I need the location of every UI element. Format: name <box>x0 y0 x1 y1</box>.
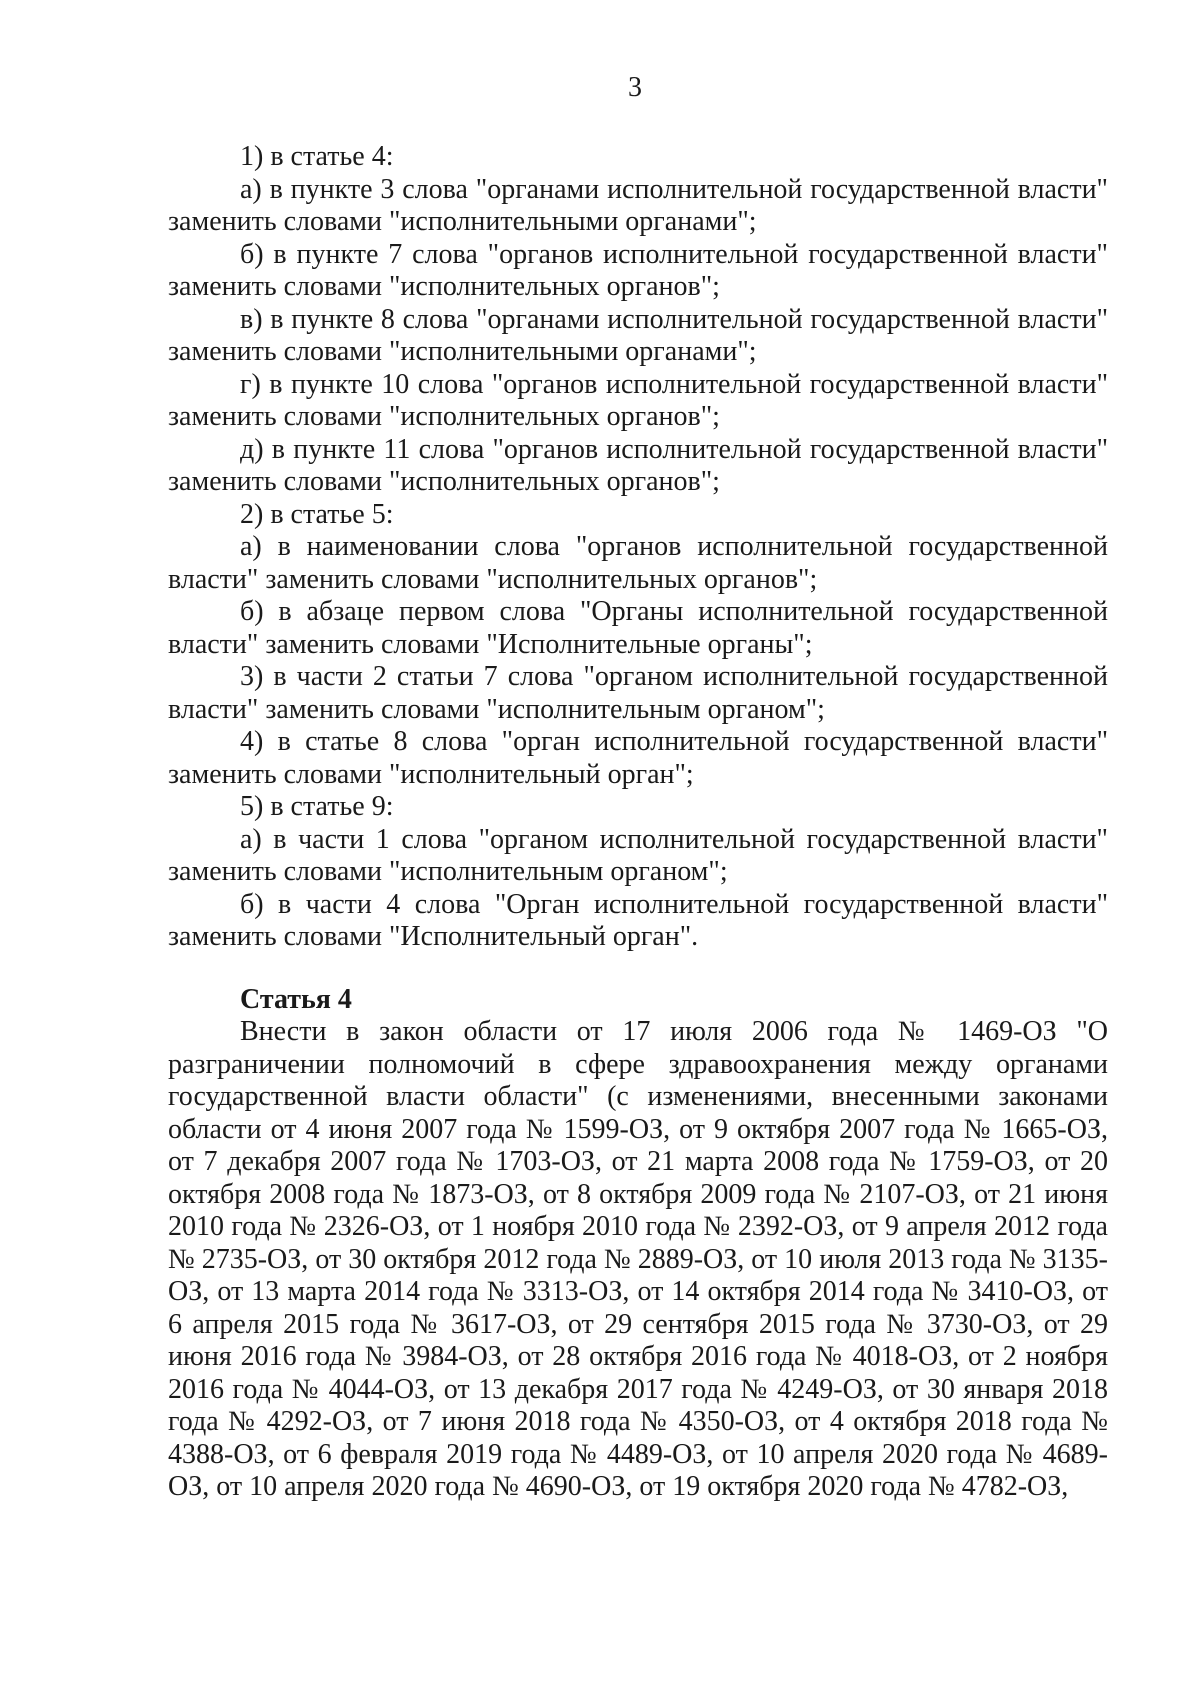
article-heading: Статья 4 <box>240 983 352 1015</box>
paragraph-8: а) в наименовании слова "органов исполнительной государственной власти" заменить словами "исполнительных органов"; <box>168 531 1108 595</box>
paragraph-4: в) в пункте 8 слова "органами исполнительной государственной власти" заменить словами "исполнительными органами"; <box>168 303 1108 367</box>
paragraph-9: б) в абзаце первом слова "Органы исполнительной государственной власти" заменить словами "Исполнительные органы"; <box>168 596 1108 660</box>
paragraph-11: 4) в статье 8 слова "орган исполнительной государственной власти" заменить словами "исполнительный орган"; <box>168 726 1108 790</box>
paragraph-1: 1) в статье 4: <box>240 141 394 172</box>
paragraph-5: г) в пункте 10 слова "органов исполнительной государственной власти" заменить словами "исполнительных органов"; <box>168 368 1108 432</box>
paragraph-10: 3) в части 2 статьи 7 слова "органом исполнительной государственной власти" заменить словами "исполнительным органом"; <box>168 661 1108 725</box>
paragraph-3: б) в пункте 7 слова "органов исполнительной государственной власти" заменить словами "исполнительных органов"; <box>168 238 1108 302</box>
paragraph-7: 2) в статье 5: <box>240 498 394 530</box>
document-body <box>168 141 1108 1504</box>
paragraph-13: а) в части 1 слова "органом исполнительной государственной власти" заменить словами "исполнительным органом"; <box>168 823 1108 887</box>
article-text: Внести в закон области от 17 июля 2006 года № 1469-ОЗ "О разграничении полномочий в сфере здравоохранения между органами государственной власти области" (с изменениями, внесенными законами области от 4 июня 2007 года № 1599-ОЗ, от 9 октября 2007 года № 1665-ОЗ, от 7 декабря 2007 года № 1703-ОЗ, от 21 марта 2008 года № 1759-ОЗ, от 20 октября 2008 года № 1873-ОЗ, от 8 октября 2009 года № 2107-ОЗ, от 21 июня 2010 года № 2326-ОЗ, от 1 ноября 2010 года № 2392-ОЗ, от 9 апреля 2012 года № 2735-ОЗ, от 30 октября 2012 года № 2889-ОЗ, от 10 июля 2013 года № 3135-ОЗ, от 13 марта 2014 года № 3313-ОЗ, от 14 октября 2014 года № 3410-ОЗ, от 6 апреля 2015 года № 3617-ОЗ, от 29 сентября 2015 года № 3730-ОЗ, от 29 июня 2016 года № 3984-ОЗ, от 28 октября 2016 года № 4018-ОЗ, от 2 ноября 2016 года № 4044-ОЗ, от 13 декабря 2017 года № 4249-ОЗ, от 30 января 2018 года № 4292-ОЗ, от 7 июня 2018 года № 4350-ОЗ, от 4 октября 2018 года № 4388-ОЗ, от 6 февраля 2019 года № 4489-ОЗ, от 10 апреля 2020 года № 4689-ОЗ, от 10 апреля 2020 года № 4690-ОЗ, от 19 октября 2020 года № 4782-ОЗ, <box>168 1016 1108 1502</box>
paragraph-6: д) в пункте 11 слова "органов исполнительной государственной власти" заменить словами "исполнительных органов"; <box>168 433 1108 497</box>
page-number: 3 <box>628 72 642 103</box>
paragraph-12: 5) в статье 9: <box>240 791 394 822</box>
paragraph-14: б) в части 4 слова "Орган исполнительной государственной власти" заменить словами "Исполнительный орган". <box>168 888 1108 952</box>
paragraph-2: а) в пункте 3 слова "органами исполнительной государственной власти" заменить словами "исполнительными органами"; <box>168 173 1108 237</box>
